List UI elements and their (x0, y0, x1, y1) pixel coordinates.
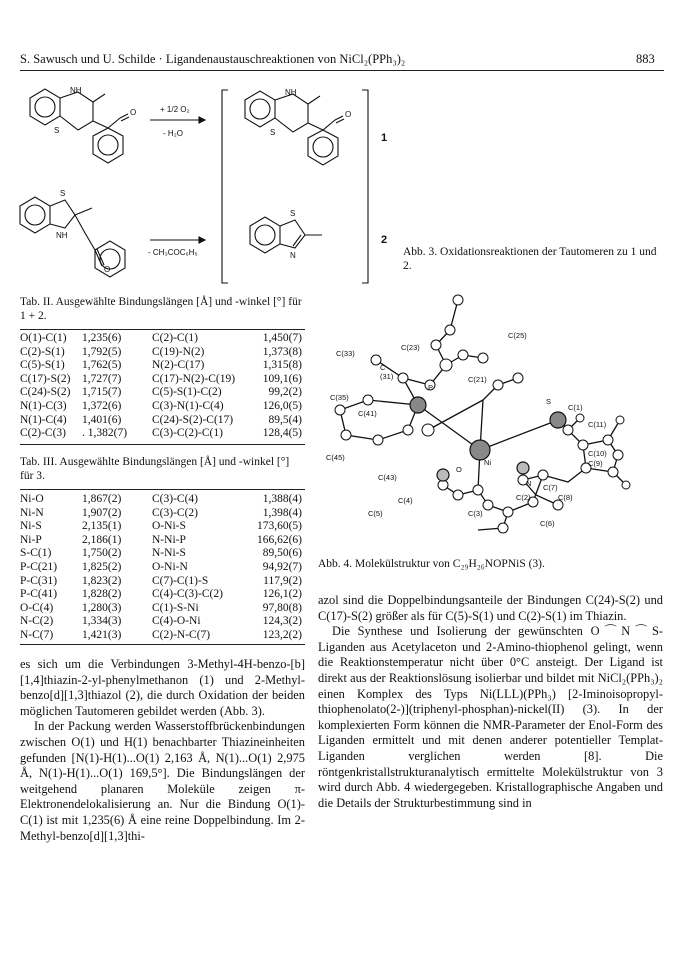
table-row (20, 332, 302, 346)
bond-value: 1,388(4) (262, 493, 302, 505)
bond-value: 109,1(6) (262, 372, 302, 385)
bond-value: 1,398(4) (262, 506, 302, 519)
bond-value: 1,762(5) (82, 359, 122, 372)
compound-number-1: 1 (381, 132, 388, 144)
bond-label: N-Ni-S (152, 547, 186, 560)
table2-bottom-rule (20, 444, 305, 445)
bond-label: C(19)-N(2) (152, 345, 205, 358)
atom-label-nh: NH (56, 231, 68, 240)
atom-label: Ni (484, 458, 492, 467)
aromatic-circle (250, 99, 270, 119)
running-title: S. Sawusch und U. Schilde · Ligandenaustauschreaktionen von NiCl₂(PPh₃)₂ (20, 52, 406, 66)
bond-value: 1,907(2) (82, 506, 122, 519)
text-column-right (318, 593, 663, 811)
table-row (20, 575, 302, 589)
bond-value: 1,280(3) (82, 601, 122, 614)
bond-label: O-Ni-N (152, 560, 188, 573)
atom-label-s: S (60, 189, 66, 198)
bond-label: C(2)-S(1) (20, 345, 65, 358)
thiazole-ring (280, 220, 305, 248)
heavy-atoms (410, 397, 566, 481)
bond-label: N-C(2) (20, 615, 54, 628)
bond-value: 97,80(8) (262, 601, 302, 614)
bond-label: N(1)-C(3) (20, 399, 67, 412)
aromatic-circle (255, 225, 275, 245)
bond-value: 1,235(6) (82, 332, 122, 344)
atom-label: C(5) (368, 509, 383, 518)
header-rule (20, 70, 664, 71)
bond-label: O-C(4) (20, 601, 54, 614)
atom-label: O (456, 465, 462, 474)
text-column-left (20, 657, 305, 844)
bond-label: C(24)-S(2) (20, 386, 71, 399)
table-row (20, 427, 302, 441)
bond-label: C(4)-O-Ni (152, 615, 201, 628)
atom-label-s: S (270, 128, 276, 137)
atom-label: C(9) (588, 459, 603, 468)
atom-label: C(3) (468, 509, 483, 518)
bond-label: C(3)-C(2)-C(1) (152, 427, 223, 440)
bond-label: O(1)-C(1) (20, 332, 67, 344)
arrowhead (199, 117, 205, 123)
atom-label: C(1) (568, 403, 583, 412)
bond-value: 1,315(8) (262, 359, 302, 372)
table-row (20, 615, 302, 629)
bond-value: 1,401(6) (82, 413, 122, 426)
figure3-caption: Abb. 3. Oxidationsreaktionen der Tautomeren zu 1 und 2. (403, 246, 657, 272)
atom-label-o: O (130, 108, 137, 117)
paragraph: es sich um die Verbindungen 3-Methyl-4H-benzo-[b][1,4]thiazin-2-yl-phenylmethanon (1) und 2-Methyl-benzo[d][1,3]thiazol (2), die durch Oxidation der beiden möglichen Tautomeren gebildet werden (Abb. 3). (20, 657, 305, 718)
bond-value: 2,186(1) (82, 533, 122, 546)
bond-value: 1,334(3) (82, 615, 122, 628)
bond-value: 128,4(5) (262, 427, 302, 440)
atom-label: C(6) (540, 519, 555, 528)
nickel-atom (470, 440, 490, 460)
table2-top-rule (20, 329, 305, 330)
table-row (20, 373, 302, 387)
table-row (20, 400, 302, 414)
atom-label: C (380, 363, 386, 372)
atom-label: C(4) (398, 496, 413, 505)
bond-label: C(1)-S-Ni (152, 601, 199, 614)
bond-label: N(1)-C(4) (20, 413, 67, 426)
thiazoline-ring (50, 200, 75, 228)
bond-value: . 1,382(7) (82, 427, 128, 440)
bond-value: 89,5(4) (268, 413, 302, 426)
aromatic-circle (313, 137, 333, 157)
compound-number-2: 2 (381, 234, 388, 246)
bond-value: 126,1(2) (262, 588, 302, 601)
table-row (20, 507, 302, 521)
bond-value: 1,450(7) (262, 332, 302, 344)
atom-label: C(2) (516, 493, 531, 502)
bond-value: 1,421(3) (82, 628, 122, 641)
atom-label-nh: NH (285, 88, 297, 97)
bond-label: P-C(31) (20, 574, 58, 587)
side-bonds (308, 96, 344, 130)
atom-label: N (526, 479, 532, 488)
bond-value: 1,823(2) (82, 574, 122, 587)
atom-label-n: N (290, 251, 296, 260)
side-bonds (93, 94, 129, 128)
phosphorus-atom (410, 397, 426, 413)
atom-label: C(8) (558, 493, 573, 502)
table3-top-rule (20, 489, 305, 490)
table-row (20, 534, 302, 548)
nitrogen-atom (517, 462, 529, 474)
bond-label: C(5)-S(1) (20, 359, 65, 372)
atom-label: P (428, 383, 434, 392)
atom-label-o: O (104, 265, 111, 274)
bond-label: C(17)-S(2) (20, 372, 71, 385)
bond-label: O-Ni-S (152, 520, 186, 533)
bond-label: Ni-N (20, 506, 44, 519)
reagent-water: - H₂O (163, 129, 183, 138)
atom-label: C(11) (588, 420, 607, 429)
atom-label: C(43) (378, 473, 397, 482)
bond-value: 1,373(8) (262, 345, 302, 358)
table-row (20, 602, 302, 616)
oxygen-atom (437, 469, 449, 481)
bond-value: 1,727(7) (82, 372, 122, 385)
bond-value: 1,792(5) (82, 345, 122, 358)
atom-label-s: S (54, 126, 60, 135)
bond-label: S-C(1) (20, 547, 52, 560)
figure4-caption: Abb. 4. Molekülstruktur von C₂₉H₂₆NOPNiS (3). (318, 558, 545, 570)
bond-value: 173,60(5) (256, 520, 302, 533)
bond-label: Ni-P (20, 533, 42, 546)
bond-label: C(24)-S(2)-C(17) (152, 413, 234, 426)
atom-label-o: O (345, 110, 352, 119)
atom-label-nh: NH (70, 86, 82, 95)
sulfur-atom (550, 412, 566, 428)
atom-label: C(45) (326, 453, 345, 462)
bond-value: 2,135(1) (82, 520, 122, 533)
aromatic-circle (25, 205, 45, 225)
table-row (20, 547, 302, 561)
bond-value: 166,62(6) (256, 533, 302, 546)
aromatic-circle (35, 97, 55, 117)
reagent-acetophenone: - CH₃COC₆H₅ (148, 248, 198, 257)
bond-label: C(2)-C(1) (152, 332, 198, 344)
bond-value: 123,2(2) (262, 628, 302, 641)
bond-label: P-C(21) (20, 560, 58, 573)
reagent-oxygen: + 1/2 O₂ (160, 105, 190, 114)
thiazine-ring (60, 92, 93, 130)
bond-label: C(17)-N(2)-C(19) (152, 372, 236, 385)
bond-value: 89,50(6) (262, 547, 302, 560)
atom-label: C(21) (468, 375, 487, 384)
molecular-structure-figure (318, 290, 663, 545)
atom-label: S (546, 397, 552, 406)
bond-value: 1,750(2) (82, 547, 122, 560)
bond-value: 1,828(2) (82, 588, 122, 601)
bond-label: C(7)-C(1)-S (152, 574, 209, 587)
atom-label: C(7) (543, 483, 558, 492)
table-row (20, 346, 302, 360)
bond-value: 94,92(7) (262, 560, 302, 573)
atom-label: (31) (380, 372, 394, 381)
bond-label: Ni-S (20, 520, 42, 533)
table-row (20, 629, 302, 643)
bond-label: Ni-O (20, 493, 44, 505)
bond-label: N(2)-C(17) (152, 359, 205, 372)
bond-label: C(3)-C(4) (152, 493, 198, 505)
atom-label: C(41) (358, 409, 377, 418)
paragraph: azol sind die Doppelbindungsanteile der Bindungen C(24)-S(2) und C(17)-S(2) größer als für C(5)-S(1) und C(2)-S(1) im Thiazin. (318, 593, 663, 623)
table2-caption: Tab. II. Ausgewählte Bindungslängen [Å] und -winkel [°] für 1 + 2. (20, 296, 302, 322)
bond-label: C(5)-S(1)-C(2) (152, 386, 222, 399)
table-row (20, 561, 302, 575)
bracket-left (222, 90, 228, 283)
bond-value: 117,9(2) (263, 574, 302, 587)
table-row (20, 493, 302, 507)
bond-value: 124,3(2) (262, 615, 302, 628)
table2 (20, 332, 302, 441)
thiazine-ring (275, 94, 308, 132)
bond-value: 99,2(2) (268, 386, 302, 399)
paragraph: Die Synthese und Isolierung der gewünschten O⌒N⌒S-Liganden aus Acetylaceton und 2-Amino-thiophenol gelingt, wenn die Reaktionstemperatur nicht über 0°C ansteigt. Der Ligand ist direkt aus der Reaktionslösung isolierbar und bildet mit NiCl₂(PPh₃)₂ einen Komplex des Typs Ni(LLL)(PPh₃) [2-Iminoisopropyl-thiophenolato(2-)](triphenyl-phosphan)-nickel(II) (3). In der komplexierten Form können die NMR-Parameter der Enol-Form des Liganden ermittelt und mit denen anderer potentieller Templat-Liganden verglichen werden [8]. Die röntgenkristallstrukturanalytisch ermittelte Molekülstruktur von 3 wird durch Abb. 4 wiedergegeben. Kristallographische Angaben und die Details der Strukturbestimmung sind in (318, 624, 663, 810)
table-row (20, 386, 302, 400)
bond-label: N-C(7) (20, 628, 54, 641)
atom-label: C(25) (508, 331, 527, 340)
bond-label: C(4)-C(3)-C(2) (152, 588, 223, 601)
table-row (20, 414, 302, 428)
atom-label: C(10) (588, 449, 607, 458)
bracket-right (362, 90, 368, 283)
bond-label: C(2)-N-C(7) (152, 628, 211, 641)
bond-label: C(2)-C(3) (20, 427, 66, 440)
bond-value: 1,825(2) (82, 560, 122, 573)
table3 (20, 493, 302, 643)
table3-caption: Tab. III. Ausgewählte Bindungslängen [Å] und -winkel [°] für 3. (20, 456, 290, 482)
bond-value: 1,372(6) (82, 399, 122, 412)
aromatic-circle (98, 135, 118, 155)
atom-label: C(33) (336, 349, 355, 358)
table-row (20, 520, 302, 534)
bond-label: C(3)-N(1)-C(4) (152, 399, 224, 412)
page-number: 883 (636, 52, 655, 66)
bond-label: N-Ni-P (152, 533, 186, 546)
bond-value: 1,715(7) (82, 386, 122, 399)
bond-label: C(3)-C(2) (152, 506, 198, 519)
arrowhead (199, 237, 205, 243)
atom-label: C(35) (330, 393, 349, 402)
bond-value: 126,0(5) (262, 399, 302, 412)
table3-bottom-rule (20, 644, 305, 645)
bond-value: 1,867(2) (82, 493, 122, 505)
paragraph: In der Packung werden Wasserstoffbrückenbindungen zwischen O(1) und H(1) benachbarter Thiazineinheiten gefunden [N(1)-H(1)...O(1) 2,163 Å, N(1)...O(1) 2,975 Å, N(1)-H(1)...O(1) 169,5°]. Die Bindungslängen der weitgehend planaren Moleküle zeigen π-Elektronendelokalisierung an. Nur die Bindung O(1)-C(1) ist mit 1,235(6) Å eine reine Doppelbindung. Im 2-Methyl-benzo[d][1,3]thi- (20, 719, 305, 843)
atom-label-s: S (290, 209, 296, 218)
table-row (20, 359, 302, 373)
atom-label: C(23) (401, 343, 420, 352)
bond-label: P-C(41) (20, 588, 58, 601)
table-row (20, 588, 302, 602)
